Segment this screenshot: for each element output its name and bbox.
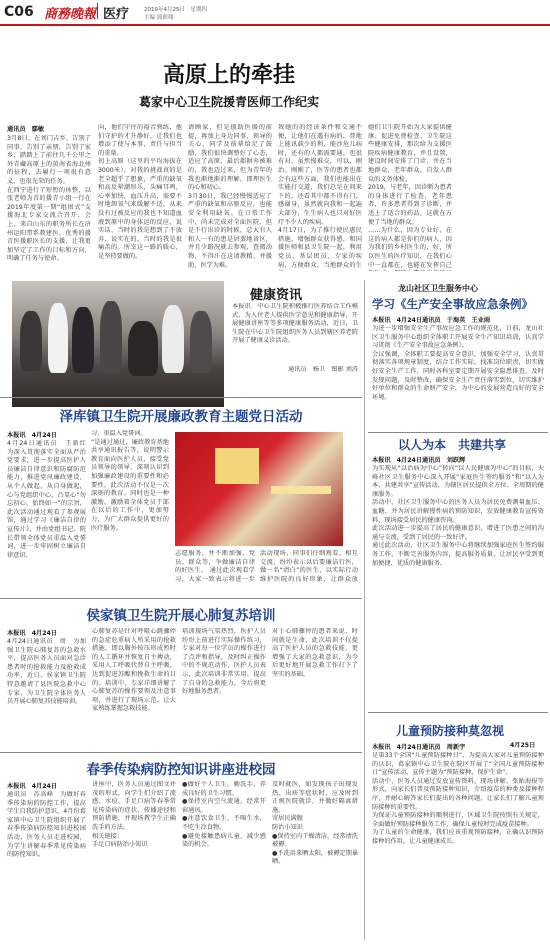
zeku-headline: 泽库镇卫生院开展廉政教育主题党日活动 [59,409,303,425]
health-news-byline: 通讯员 杨卫 图影 刘涛 [287,366,358,373]
houjia-col-3: 培训现场气氛热烈，医护人员纷纷上前进行实际操作练习，专家对每一位学员的操作进行了点评和指导，及时纠正操作中的不规范动作，医护人员表示，此次培训非常实用，提高了自身的急救能力，今后将更好地服务患者。 [182,628,266,696]
longshan-body: 为进一步增强安全生产事故应急工作的规范化，日前，龙山社区卫生服务中心组织全体职工开展安全生产知识培训，认真学习贯彻《生产安全事故应急条例》。 会议强调，全体职工要提高安全意识，加强安全学习，认真贯彻落实各项规章制度，结合工作实际，找准岗位职责，切实做好安全生产工作，同时各科室要定期开展安全隐患排查，及时发现问题，及时整改，确保安全生产责任落实到位，切实维护好单位和群众的生命财产安全，为中心的发展营造良好的安全环境。 [372,325,544,401]
health-news-title: 健康资讯 [250,288,303,303]
spring-col-2: 讲座中，医务人员通过图文并茂的形式，向学生们介绍了流感、水痘、手足口病等春季常见传染病的症状、传播途径和预防措施，并现场教学生正确洗手的方法。 相关链接： 手足口病防治小知识 [92,781,176,849]
issue-date: 2019年4月25日 星期四 [144,7,207,13]
section-rule [368,432,548,433]
houjia-byline: 本报讯 4月24日 [7,630,58,637]
houjia-col-2: 心肺复苏是针对呼吸心跳骤停的急症危重病人所采用的抢救措施，即以胸外按压形成暂时的人工循环并恢复自主搏动，采用人工呼吸代替自主呼吸，达到促进苏醒和挽救生命的目的。培训中，专家详细讲解了心肺复苏的操作要领及注意事项，并进行了现场示范，让大家熟练掌握急救技能。 [92,628,176,713]
houjia-col-4: 对于心肺骤停的患者来说，时间就是生命，此次培训不仅提高了医护人员的急救技能，更增强了大家的急救意识，为今后更好地开展急救工作打下了坚实的基础。 [272,628,358,678]
vaccine-byline: 本报讯 4月24日通讯员 周新宇 [372,744,466,751]
houjia-col-1: 4月24日通讯员 周 为加强卫生院心肺复苏的急救水平，提高医务人员面对急诊患者时的抢救能力及抢救成功率，近日，侯家镇卫生院特意邀请了县医院急救中心专家，为卫生院全体医务人员开展心肺复苏技能培训。 [7,638,86,706]
main-col-5: 她们卫生院开始为大家提供健康、促进免费检查、卫生院这些健康安排，那次给为支援医院疾病健康教育，并且设置，建设时间安排了门诊，并在当地群众，老年群众，自发人群众的义务体检， 2019，与老年，因诊断为患者的身体进行了检查，老年患者，许多患者得到了诊断，并送上了适合的药品，这就在方便了当地的群众。 ……为什么，因为专业好，在这的病人都是你们的病人，因为我们的乡村医生的，好，所以医生的医疗知识，在我们心中一直都在，也能在发挥自己 [368,124,452,269]
health-news-body: 本报讯 中心卫生院积极推行医养结合工作模式，为入住老人提供医学意见和健康指导，开展健康讲座等等多项健康服务活动，近日，卫生院在中心卫生院组织医务人员到辖区养老院开展了健康义诊活动。 [232,303,358,345]
party-day-photo [175,432,343,546]
longshan-headline: 学习《生产安全事故应急条例》 [372,297,533,311]
column-divider [364,280,365,940]
spring-col-3: ●做好个人卫生，勤洗手，养成良好的卫生习惯。 ●保持室内空气流通，经常开窗通风。 ●注意饮食卫生，不喝生水，不吃生冷食物。 ●避免接触患病儿童，减少感染的机会。 [182,781,266,849]
zeku-col-4: 活动现场，同事们仔细观看、相互交流，纷纷表示以后要廉洁行医，做一名“清白”的医生，以实际行动维护医院的良好形象，让群众放 [260,550,358,582]
spring-headline: 春季传染病防控知识讲座进校园 [86,762,276,778]
spring-byline: 本报讯 4月24日 [7,783,58,790]
header-divider [97,3,98,19]
zeku-col-2: 习，重温入党誓词。 “是通过通过，廉政教育基地共享通讯报告等，说明警示教育面向医护人员，接受党员领导的领导，深刻认识到加强廉政建设的重要性和必要性，此次活动不仅是一次深刻的教育。同时也是一种激励，激励着全体党员干部在以后的工作中，更加努力，为广大群众提供更好的医疗服务。 [91,430,169,532]
main-col-1: 3月8日，在刘门吉乡，告别了同事，告别了亲朋，告别了家乡，踏踏上了前往几千公里之外青藏高原上的黄南省海北州的征程，去履行一项很有意义，也很光荣的任务。 在西宁进行了短暂的休整，以张老师为首的援青小组一行在2019年度第一期“组团式”支援海北专家交流合召开，会上，来自山东的职务所长在济州运阳带系教建医，优秀的援青医援职医长的支援，让我更加坚定了工作的目标和方向，明确了任务与使命。 [7,135,91,263]
page-number: C06 [4,4,34,20]
section-rule [0,397,362,398]
longshan-byline: 本报讯 4月24日通讯员 于海英 王业雨 [372,317,491,324]
section-name: 医疗 [103,7,130,22]
vaccine-body: 是第33个全国“儿童预防接种日”，为提高大家对儿童预防接种的认识，葛家镇中心卫生院在院区开展了“全国儿童预防接种日”宣传活动，宣传主题为“预防接种，保护生命”。 活动中，医务人员通过发放宣传资料、现场讲解、张贴海报等形式，向家长们普及预防接种知识，介绍疫苗的种类及接种程序，并耐心解答家长们提出的各种问题，让家长们了解儿童预防接种的重要性。 为保证儿童预防接种的顺利进行，区域卫生院按照有关规定，全面做好预防接种服务工作，确保儿童按时完成疫苗接种。 为了儿童的生命健康，我们应该重视预防接种，正确认识预防接种的作用，让儿童健康成长。 [372,752,544,845]
vaccine-date: 4月25日 [510,742,536,749]
zeku-col-1: 4月24日通讯员 王新红 为深入贯彻落实全面从严治党要求，进一步提高医护人员廉洁自律意识和防腐防范能力，推进党风廉政建设，从个人做起，从自身做起，心与党组织中心，凸显心“勿忘初心，始终如一”的宗旨，此次活动通过观看了参观展馆，通过学习《廉洁自律的宣传片》，并由党组书记、院长带领全体党员重温入党誓词，进一步牢固树立廉洁自律意识。 [7,440,86,559]
main-col-2: 向，他们守住的福音熟练，他们守护的才升静好，让我们也增添了使与本事，责任与担当的重量。 初上高原（这里的平均海拔在3000米），对我的挑战真的是老全超乎了想象，严重的缺氧和高反晕潮形乐，头痛耳鸣，心率加快，血压升高，需要不时地卸氧气来缓解不适，从来没有过被反应的我也不知道血液到原中的身体运的反应，说实话，当时的我是想到了不放弃，说实在的，当时的我是很痛苦的。所幸这一路的暖心，是坚持要做的。 [98,124,182,260]
main-headline: 高原上的牵挂 [162,62,295,88]
newspaper-logo: 商務晚報 [44,7,97,22]
main-byline: 通讯员 鄢敏 [7,126,45,133]
people-headline: 以人为本 共建共享 [398,438,507,452]
section-rule [0,752,362,753]
people-body: 为实现从“以治病为中心”转向“以人民健康为中心”的目标，天峰社区卫生服务中心深入开展“家庭医生签约服务”和“以人为本，共建共享”宣传活动，为辖区居民提供全方位、全周期的健康服务。 活动中，社区卫生服务中心的医务人员为居民免费测量血压、血糖，并为居民讲解慢性病的预防知识，发放健康教育宣传资料，现场接受居民的健康咨询。 此次活动进一步提高了居民的健康意识，增进了医患之间的沟通与交流，受到了居民的一致好评。 通过此次活动，社区卫生服务中心将继续加强家庭医生签约服务工作，不断完善服务内容，提高服务质量，让居民享受到更加便捷、优质的健康服务。 [372,465,544,567]
spring-col-4: 及时就医，如发现孩子出现发热、出疹等症状时，应及时到正规医院就诊，并做好隔离措施。 寄居民满腹 防治小知识 ●保持室内干燥清洁，经常清洗被褥。 ●不洗用来晒太阳，被褥定期暴晒。 [272,781,358,866]
header-rule [0,24,550,26]
vaccine-headline: 儿童预防接种莫忽视 [396,724,505,738]
houjia-headline: 侯家镇卫生院开展心肺复苏培训 [86,608,276,624]
medical-team-photo [12,281,224,407]
people-byline: 本报讯 4月24日通讯员 刘跃辉 [372,457,466,464]
main-subheadline: 葛家中心卫生院援青医师工作纪实 [138,95,319,109]
zeku-col-3: 志愿服务，并不断加强，党员、群众等，争做廉洁自律的好医生。 通过此次观看学习，大家一致表示将进一步 [175,550,255,582]
section-rule [368,712,548,713]
main-col-3: 请顾家，但是援助医援的前提，再加上身边同事，领导的关心，同学及前辈给足了鼓励，我们很快调整好了心态，适应了高原，最后都摒弃被难的，我也迈过来，但为青年的我也渐地渐的理解，即理医生的心和初心。 3月30日，我已经慢慢适应了严重的缺氧和高原反应，也能安全利用缺氧。在日常工作中，尚未完成对全面医院，但是不行出诊的时候，总大有人和人一有的患是居蒸地省区，并且少路况就去参观，查阅动物，不得汗在这请教精、并援助、医学为难。 [188,124,272,269]
zeku-byline: 本报讯 4月24日 [7,432,58,439]
spring-col-1: 通讯员 苏高峰 为做好春季传染病的防控工作，提高学生自我防护意识，4月份葛家镇中心卫生院组织开展了春季传染病防控知识进校园活动，医务人员走进校园，为学生讲解春季常见传染病的防控知识。 [7,791,86,859]
main-col-4: 我她的的经济条件和交通不便，让他们在遇有病的，普地上能讯载少的利，能沙危儿病时，还有的人都需要通，也很有对，虽然慢难交，可以，刚治。刚刚了，医等的患者也都会有这些方面，我们也能出在实能打交道，我们总是在问来下的，还看其中都不得有门，感谢身，虽然就向我和一起遍大部分，生生病人也只对好医疗不少人的疾病。 4月17日，为了推行使民惠民措施，增强群众获得感，和国援医师和县卫生院一起，利用党员、基层团员、专家的疾病，方便群众，当地群众的生 [278,124,362,269]
editor-line: 主编 郭训翔 [144,15,174,21]
longshan-org: 龙山社区卫生服务中心 [398,284,478,293]
section-rule [0,598,362,599]
